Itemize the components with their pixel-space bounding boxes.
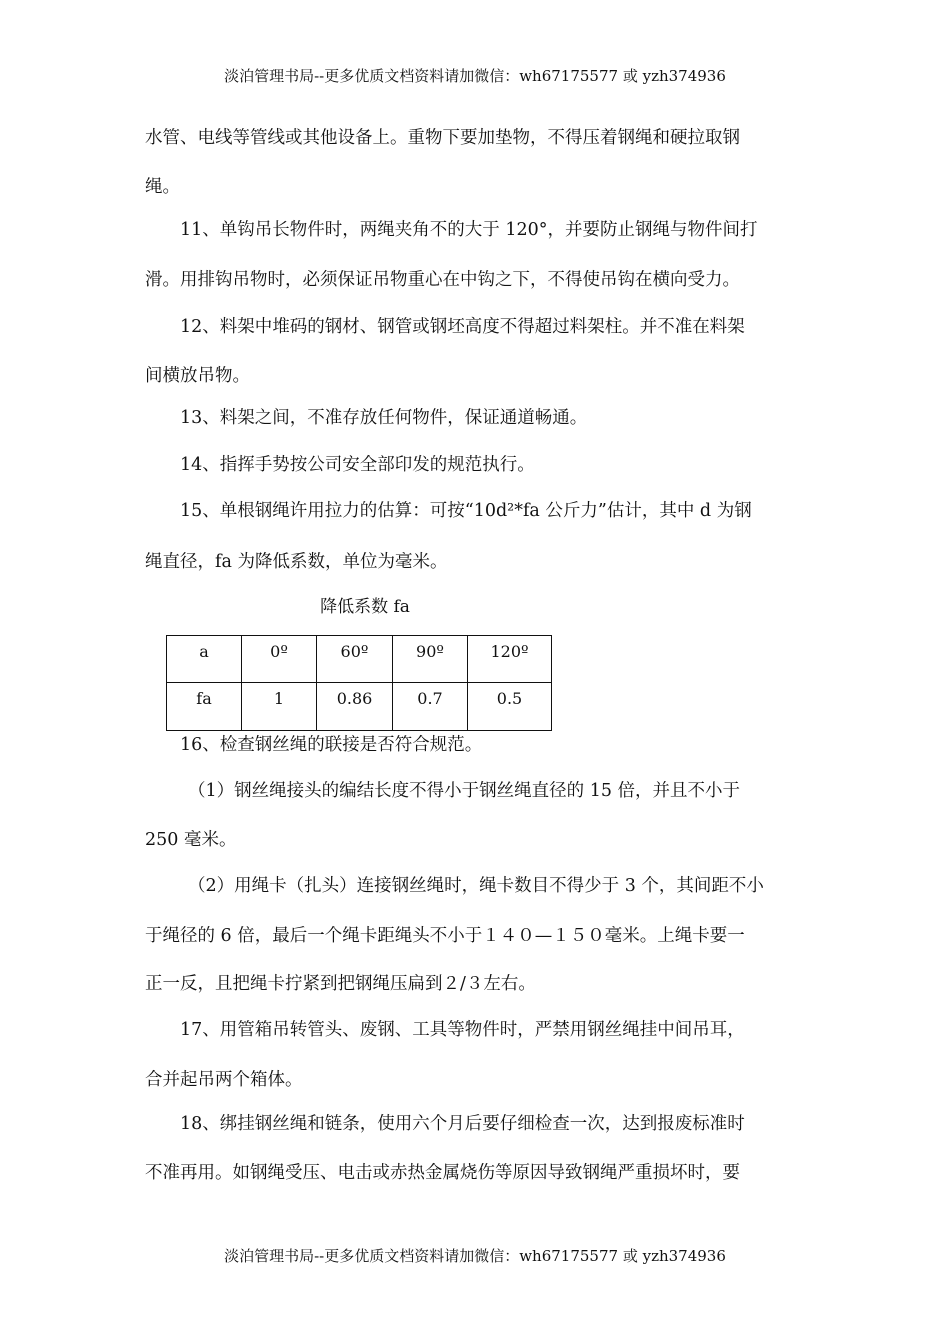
table-cell: 60º	[317, 636, 393, 683]
reduction-factor-table	[166, 635, 552, 731]
text-line: 18、绑挂钢丝绳和链条，使用六个月后要仔细检查一次，达到报废标准时	[180, 1114, 745, 1134]
text-line: 15、单根钢绳许用拉力的估算：可按“10d²*fa 公斤力”估计，其中 d 为钢	[180, 501, 752, 521]
text-line: 16、检查钢丝绳的联接是否符合规范。	[180, 735, 483, 755]
table-cell: 0º	[242, 636, 317, 683]
text-line: 水管、电线等管线或其他设备上。重物下要加垫物，不得压着钢绳和硬拉取钢	[145, 128, 740, 148]
text-line: （1）钢丝绳接头的编结长度不得小于钢丝绳直径的 15 倍，并且不小于	[188, 781, 741, 801]
text-line: 滑。用排钩吊物时，必须保证吊物重心在中钩之下，不得使吊钩在横向受力。	[145, 270, 740, 290]
table-row	[167, 636, 552, 683]
table-caption: 降低系数 fa	[320, 597, 410, 617]
table-cell: 120º	[468, 636, 552, 683]
text-line: 11、单钩吊长物件时，两绳夹角不的大于 120°，并要防止钢绳与物件间打	[180, 220, 758, 240]
text-line: 250 毫米。	[145, 830, 237, 850]
table-cell: 0.5	[468, 683, 552, 731]
page-header: 淡泊管理书局--更多优质文档资料请加微信：wh67175577 或 yzh374936	[224, 67, 726, 85]
table-row	[167, 683, 552, 731]
text-line: 于绳径的 6 倍，最后一个绳卡距绳头不小于１４０—１５０毫米。上绳卡要一	[145, 926, 745, 946]
text-line: 绳直径，fa 为降低系数，单位为毫米。	[145, 552, 448, 572]
text-line: 正一反，且把绳卡拧紧到把钢绳压扁到２/３左右。	[145, 974, 536, 994]
table-cell: 0.7	[393, 683, 468, 731]
text-line: 14、指挥手势按公司安全部印发的规范执行。	[180, 455, 535, 475]
table-cell: fa	[167, 683, 242, 731]
page-footer: 淡泊管理书局--更多优质文档资料请加微信：wh67175577 或 yzh374936	[224, 1247, 726, 1265]
text-line: 间横放吊物。	[145, 366, 250, 386]
text-line: 13、料架之间，不准存放任何物件，保证通道畅通。	[180, 408, 588, 428]
text-line: 不准再用。如钢绳受压、电击或赤热金属烧伤等原因导致钢绳严重损坏时，要	[145, 1163, 740, 1183]
table-cell: a	[167, 636, 242, 683]
text-line: （2）用绳卡（扎头）连接钢丝绳时，绳卡数目不得少于 3 个，其间距不小	[188, 876, 764, 896]
table-cell: 90º	[393, 636, 468, 683]
text-line: 绳。	[145, 177, 180, 197]
text-line: 合并起吊两个箱体。	[145, 1070, 303, 1090]
text-line: 17、用管箱吊转管头、废钢、工具等物件时，严禁用钢丝绳挂中间吊耳，	[180, 1020, 745, 1040]
table-cell: 0.86	[317, 683, 393, 731]
text-line: 12、料架中堆码的钢材、钢管或钢坯高度不得超过料架柱。并不准在料架	[180, 317, 745, 337]
table-cell: 1	[242, 683, 317, 731]
